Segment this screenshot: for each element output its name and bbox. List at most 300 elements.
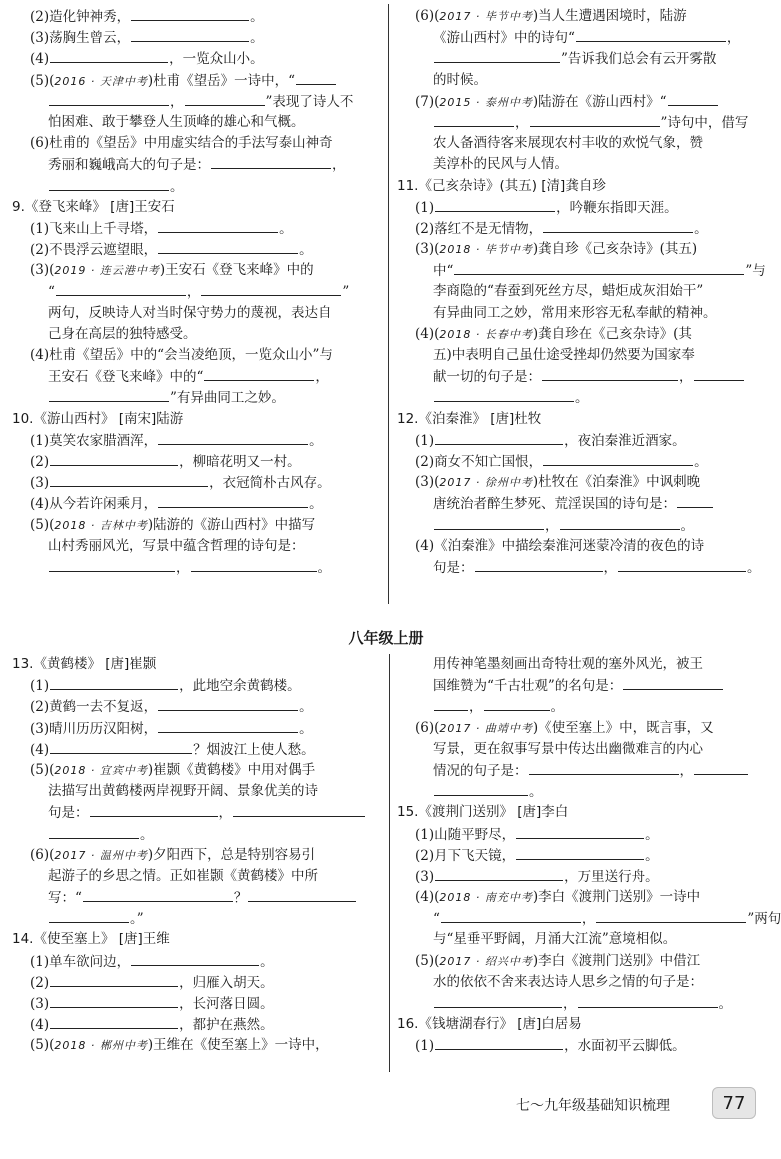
text-line bbox=[397, 929, 763, 950]
text-line bbox=[12, 908, 380, 929]
line-text: 。 bbox=[645, 826, 659, 843]
text-line bbox=[397, 366, 763, 387]
line-text: ， bbox=[726, 30, 741, 47]
text-line bbox=[12, 48, 380, 69]
text-line bbox=[397, 908, 781, 929]
answer-blank[interactable] bbox=[158, 718, 298, 733]
text-line bbox=[397, 993, 763, 1014]
line-text: 。 bbox=[279, 220, 293, 237]
line-text: (3)( bbox=[415, 474, 440, 491]
line-text: 两句，反映诗人对当时保守势力的蔑视，表达自 bbox=[48, 304, 332, 321]
text-line bbox=[12, 112, 380, 133]
line-text: (3)( bbox=[415, 241, 440, 258]
text-line bbox=[12, 281, 380, 302]
line-text: (2)落红不是无情物， bbox=[415, 220, 543, 237]
right-column-bottom bbox=[397, 654, 781, 1057]
text-line bbox=[397, 430, 763, 451]
line-text: (7)( bbox=[415, 93, 440, 110]
answer-blank[interactable] bbox=[454, 260, 744, 275]
line-text: ，水面初平云脚低。 bbox=[564, 1038, 686, 1055]
text-line bbox=[397, 654, 763, 675]
answer-blank[interactable] bbox=[191, 557, 317, 572]
text-line bbox=[12, 781, 380, 802]
text-line bbox=[397, 27, 763, 48]
right-column-top bbox=[397, 6, 766, 578]
line-text: )龚自珍在《己亥杂诗》(其 bbox=[532, 325, 692, 342]
line-text: (1)莫笑农家腊酒浑， bbox=[30, 432, 158, 449]
answer-blank[interactable] bbox=[56, 281, 186, 296]
text-line bbox=[12, 451, 380, 472]
line-text: (1) bbox=[30, 678, 50, 695]
line-text: (2)造化钟神秀， bbox=[30, 9, 131, 25]
question-heading bbox=[12, 929, 380, 950]
line-text: (2) bbox=[30, 453, 50, 470]
text-line bbox=[12, 515, 380, 536]
answer-blank[interactable] bbox=[158, 696, 298, 711]
answer-blank[interactable] bbox=[516, 824, 644, 839]
line-text: (4)( bbox=[415, 325, 440, 342]
line-text: 。 bbox=[260, 953, 274, 970]
line-text: (4) bbox=[30, 51, 50, 68]
text-line bbox=[12, 472, 380, 493]
line-text: (1) bbox=[415, 432, 435, 449]
line-text: ”有异曲同工之妙。 bbox=[170, 390, 285, 407]
line-text: (2)黄鹤一去不复返， bbox=[30, 699, 158, 716]
line-text: (4)( bbox=[415, 889, 440, 906]
line-text: )崔颢《黄鹤楼》中用对偶手 bbox=[147, 761, 316, 778]
line-text: 情况的句子是： bbox=[433, 762, 528, 779]
left-column-bottom bbox=[12, 654, 380, 1057]
answer-blank[interactable] bbox=[158, 218, 278, 233]
line-text: (5)( bbox=[30, 1037, 55, 1054]
line-text: (2)月下飞天镜， bbox=[415, 847, 516, 864]
text-line bbox=[12, 303, 380, 324]
text-line bbox=[12, 239, 380, 260]
answer-blank[interactable] bbox=[83, 887, 233, 902]
exam-source: 2016 · 天津中考 bbox=[54, 74, 148, 88]
answer-blank[interactable] bbox=[623, 675, 723, 690]
answer-blank[interactable] bbox=[158, 239, 298, 254]
line-text: ？ bbox=[233, 890, 248, 907]
text-line bbox=[397, 972, 763, 993]
line-text: (6)( bbox=[415, 719, 440, 736]
line-text: 。 bbox=[747, 559, 761, 576]
line-text: 。 bbox=[299, 699, 313, 716]
answer-blank[interactable] bbox=[435, 866, 563, 881]
line-text: ， bbox=[603, 559, 617, 576]
line-text: (6)杜甫的《望岳》中用虚实结合的手法写泰山神奇 bbox=[30, 135, 333, 152]
text-line bbox=[12, 387, 380, 408]
line-text: ， bbox=[563, 996, 577, 1012]
line-text: 唐统治者醉生梦死、荒淫误国的诗句是： bbox=[433, 496, 676, 513]
text-line bbox=[12, 324, 380, 345]
line-text: ， bbox=[545, 517, 559, 534]
answer-blank[interactable] bbox=[434, 993, 562, 1008]
text-line bbox=[12, 972, 380, 993]
line-text: 。 bbox=[575, 390, 589, 407]
line-text: 句是： bbox=[433, 559, 474, 576]
answer-blank[interactable] bbox=[50, 472, 208, 487]
answer-blank[interactable] bbox=[475, 557, 603, 572]
answer-blank[interactable] bbox=[131, 27, 249, 42]
line-text: (2)商女不知亡国恨， bbox=[415, 453, 543, 470]
line-text: 。 bbox=[694, 220, 708, 237]
text-line bbox=[397, 781, 763, 802]
line-text: 农人备酒待客来展现农村丰收的欢悦气象，赞 bbox=[433, 135, 703, 152]
line-text: ， bbox=[581, 911, 596, 928]
text-line bbox=[12, 345, 380, 366]
text-line bbox=[397, 133, 763, 154]
line-text: 。 bbox=[694, 453, 708, 470]
answer-blank[interactable] bbox=[484, 696, 550, 711]
text-line bbox=[397, 218, 763, 239]
answer-blank[interactable] bbox=[434, 696, 468, 711]
line-text: 起游子的乡思之情。正如崔颢《黄鹤楼》中所 bbox=[48, 867, 318, 884]
answer-blank[interactable] bbox=[158, 493, 308, 508]
line-text: ，夜泊秦淮近酒家。 bbox=[564, 432, 686, 449]
text-line bbox=[12, 557, 380, 578]
line-text: (1) bbox=[415, 199, 435, 216]
text-line bbox=[12, 824, 380, 845]
text-line bbox=[397, 1035, 763, 1056]
answer-blank[interactable] bbox=[131, 951, 259, 966]
line-text: (3) bbox=[30, 475, 50, 492]
line-text: (1)山随平野尽， bbox=[415, 826, 516, 843]
exam-source: 2017 · 毕节中考 bbox=[439, 10, 533, 23]
text-line bbox=[397, 197, 763, 218]
line-text: 。 bbox=[250, 30, 264, 47]
line-text: 12.《泊秦淮》 [唐]杜牧 bbox=[397, 410, 542, 427]
line-text: (3)晴川历历汉阳树， bbox=[30, 720, 158, 737]
answer-blank[interactable] bbox=[434, 781, 528, 796]
line-text: 中“ bbox=[433, 263, 454, 280]
answer-blank[interactable] bbox=[694, 366, 744, 381]
line-text: 。 bbox=[170, 178, 184, 195]
line-text: 用传神笔墨刻画出奇特壮观的塞外风光，被王 bbox=[433, 656, 703, 672]
line-text: )《使至塞上》中，既言事，又 bbox=[532, 719, 714, 736]
answer-blank[interactable] bbox=[530, 112, 660, 127]
text-line bbox=[397, 303, 763, 324]
answer-blank[interactable] bbox=[50, 972, 178, 987]
line-text: ”告诉我们总会有云开雾散 bbox=[561, 51, 717, 68]
line-text: ”表现了诗人不 bbox=[265, 93, 354, 110]
line-text: ，此地空余黄鹤楼。 bbox=[179, 678, 301, 695]
exam-source: 2018 · 吉林中考 bbox=[54, 518, 148, 532]
question-heading bbox=[397, 802, 763, 823]
answer-blank[interactable] bbox=[677, 493, 713, 508]
answer-blank[interactable] bbox=[50, 48, 168, 63]
exam-source: 2018 · 长春中考 bbox=[439, 327, 533, 341]
line-text: )王维在《使至塞上》一诗中， bbox=[147, 1037, 329, 1054]
line-text: ”两句 bbox=[747, 911, 781, 928]
line-text: 10.《游山西村》 [南宋]陆游 bbox=[12, 410, 184, 427]
text-line bbox=[397, 493, 763, 514]
line-text: ， bbox=[176, 559, 190, 576]
answer-blank[interactable] bbox=[435, 1035, 563, 1050]
text-line bbox=[397, 451, 763, 472]
answer-blank[interactable] bbox=[543, 218, 693, 233]
line-text: ，归雁入胡天。 bbox=[179, 974, 274, 991]
answer-blank[interactable] bbox=[542, 366, 678, 381]
answer-blank[interactable] bbox=[441, 908, 581, 923]
line-text: (4)《泊秦淮》中描绘秦淮河迷蒙冷清的夜色的诗 bbox=[415, 537, 705, 554]
text-line bbox=[12, 887, 380, 908]
text-line bbox=[397, 718, 763, 739]
line-text: (2)不畏浮云遮望眼， bbox=[30, 242, 158, 259]
line-text: 有异曲同工之妙，常用来形容无私奉献的精神。 bbox=[433, 304, 717, 321]
answer-blank[interactable] bbox=[596, 908, 746, 923]
line-text: (2) bbox=[30, 974, 50, 991]
line-text: ， bbox=[679, 369, 693, 386]
answer-blank[interactable] bbox=[49, 91, 169, 106]
line-text: ， bbox=[186, 284, 201, 301]
line-text: 的时候。 bbox=[433, 71, 487, 88]
answer-blank[interactable] bbox=[90, 802, 218, 817]
answer-blank[interactable] bbox=[529, 760, 679, 775]
exam-source: 2018 · 南充中考 bbox=[439, 891, 533, 905]
line-text: (5)( bbox=[30, 72, 55, 89]
line-text: 。 bbox=[645, 847, 659, 864]
answer-blank[interactable] bbox=[434, 515, 544, 530]
line-text: 。 bbox=[550, 699, 564, 716]
answer-blank[interactable] bbox=[49, 908, 129, 923]
text-line bbox=[397, 112, 763, 133]
line-text: )夕阳西下，总是特别容易引 bbox=[147, 846, 316, 863]
text-line bbox=[397, 866, 763, 887]
text-line bbox=[12, 154, 380, 175]
line-text: 秀丽和巍峨高大的句子是： bbox=[48, 157, 210, 174]
text-line bbox=[397, 515, 763, 536]
text-line bbox=[397, 154, 763, 175]
exam-source: 2015 · 泰州中考 bbox=[439, 95, 533, 109]
answer-blank[interactable] bbox=[560, 515, 680, 530]
question-heading bbox=[12, 409, 380, 430]
line-text: 山村秀丽风光，写景中蕴含哲理的诗句是： bbox=[48, 537, 305, 554]
text-line bbox=[397, 387, 763, 408]
answer-blank[interactable] bbox=[49, 176, 169, 191]
text-line bbox=[12, 27, 380, 48]
line-text: )陆游在《游山西村》“ bbox=[532, 93, 667, 110]
text-line bbox=[12, 951, 380, 972]
line-text: ，一览众山小。 bbox=[169, 51, 264, 68]
line-text: 16.《钱塘湖春行》 [唐]白居易 bbox=[397, 1016, 582, 1033]
line-text: (6)( bbox=[30, 846, 55, 863]
answer-blank[interactable] bbox=[434, 48, 560, 63]
line-text: (3)( bbox=[30, 262, 55, 279]
line-text: 。 bbox=[309, 496, 323, 513]
line-text: ？烟波江上使人愁。 bbox=[193, 741, 315, 758]
text-line bbox=[397, 760, 763, 781]
question-heading bbox=[12, 197, 380, 218]
text-line bbox=[12, 675, 380, 696]
column-divider-bottom bbox=[389, 654, 390, 1072]
line-text: 。 bbox=[529, 784, 543, 801]
line-text: 五)中表明自己虽仕途受挫却仍然要为国家奉 bbox=[433, 347, 695, 363]
text-line bbox=[397, 951, 763, 972]
left-column-top bbox=[12, 6, 380, 578]
line-text: 9.《登飞来峰》 [唐]王安石 bbox=[12, 198, 175, 215]
answer-blank[interactable] bbox=[233, 802, 365, 817]
line-text: )李白《渡荆门送别》中借江 bbox=[532, 952, 701, 969]
answer-blank[interactable] bbox=[694, 760, 748, 775]
line-text: ， bbox=[679, 762, 693, 779]
text-line bbox=[397, 739, 763, 760]
line-text: 13.《黄鹤楼》 [唐]崔颢 bbox=[12, 656, 157, 672]
text-line bbox=[12, 760, 380, 781]
answer-blank[interactable] bbox=[618, 557, 746, 572]
line-text: (1)单车欲问边， bbox=[30, 953, 131, 970]
line-text: 。 bbox=[299, 242, 313, 259]
text-line bbox=[12, 845, 380, 866]
answer-blank[interactable] bbox=[543, 451, 693, 466]
text-line bbox=[397, 536, 763, 557]
answer-blank[interactable] bbox=[50, 451, 178, 466]
line-text: (4) bbox=[30, 741, 50, 758]
answer-blank[interactable] bbox=[435, 197, 555, 212]
text-line bbox=[397, 6, 763, 27]
line-text: 写景，更在叙事写景中传达出幽微难言的内心 bbox=[433, 740, 703, 757]
line-text: 。 bbox=[718, 996, 732, 1012]
text-line bbox=[12, 1035, 380, 1056]
page-number: 77 bbox=[712, 1087, 756, 1119]
text-line bbox=[12, 536, 380, 557]
line-text: (5)( bbox=[30, 516, 55, 533]
line-text: 与“星垂平野阔，月涌大江流”意境相似。 bbox=[433, 931, 677, 948]
line-text: ”诗句中，借写 bbox=[660, 114, 749, 131]
text-line bbox=[12, 218, 380, 239]
text-line bbox=[12, 366, 380, 387]
line-text: (6)( bbox=[415, 8, 440, 24]
answer-blank[interactable] bbox=[131, 6, 249, 21]
text-line bbox=[397, 887, 763, 908]
answer-blank[interactable] bbox=[434, 112, 514, 127]
text-line bbox=[12, 430, 380, 451]
line-text: 国维赞为“千古壮观”的名句是： bbox=[433, 678, 623, 695]
line-text: ， bbox=[170, 93, 184, 110]
line-text: 写：“ bbox=[48, 890, 82, 907]
text-line bbox=[397, 472, 763, 493]
answer-blank[interactable] bbox=[50, 993, 178, 1008]
line-text: “ bbox=[48, 284, 55, 301]
line-text: (3) bbox=[30, 996, 50, 1012]
line-text: 句是： bbox=[48, 805, 89, 822]
line-text: )杜牧在《泊秦淮》中讽刺晚 bbox=[532, 474, 701, 491]
answer-blank[interactable] bbox=[201, 281, 341, 296]
answer-blank[interactable] bbox=[248, 887, 356, 902]
line-text: 己身在高层的独特感受。 bbox=[48, 325, 197, 342]
line-text: 美淳朴的民风与人情。 bbox=[433, 156, 568, 173]
line-text: 法描写出黄鹤楼两岸视野开阔、景象优美的诗 bbox=[48, 783, 318, 800]
line-text: 11.《己亥杂诗》(其五) [清]龚自珍 bbox=[397, 177, 606, 194]
text-line bbox=[397, 324, 763, 345]
text-line bbox=[12, 866, 380, 887]
line-text: 15.《渡荆门送别》 [唐]李白 bbox=[397, 804, 569, 821]
answer-blank[interactable] bbox=[158, 430, 308, 445]
answer-blank[interactable] bbox=[50, 739, 192, 754]
text-line bbox=[12, 696, 380, 717]
answer-blank[interactable] bbox=[578, 993, 718, 1008]
section-title: 八年级上册 bbox=[348, 629, 424, 647]
answer-blank[interactable] bbox=[50, 1014, 178, 1029]
line-text: ， bbox=[469, 699, 483, 716]
text-line bbox=[397, 281, 763, 302]
line-text: )龚自珍《己亥杂诗》(其五) bbox=[532, 241, 698, 258]
line-text: )陆游的《游山西村》中描写 bbox=[147, 516, 316, 533]
line-text: )当人生遭遇困境时，陆游 bbox=[532, 8, 687, 24]
text-line bbox=[12, 493, 380, 514]
line-text: 。 bbox=[250, 9, 264, 25]
line-text: ，都护在燕然。 bbox=[179, 1017, 274, 1034]
answer-blank[interactable] bbox=[211, 154, 331, 169]
answer-blank[interactable] bbox=[668, 91, 718, 106]
line-text: (3) bbox=[415, 868, 435, 885]
line-text: (5)( bbox=[30, 761, 55, 778]
line-text: ，吟鞭东指即天涯。 bbox=[556, 199, 678, 216]
line-text: ” bbox=[342, 284, 350, 301]
text-line bbox=[397, 824, 763, 845]
answer-blank[interactable] bbox=[516, 845, 644, 860]
exam-source: 2018 · 宜宾中考 bbox=[54, 763, 148, 777]
answer-blank[interactable] bbox=[296, 70, 336, 85]
exam-source: 2017 · 绍兴中考 bbox=[439, 954, 533, 968]
answer-blank[interactable] bbox=[435, 430, 563, 445]
text-line bbox=[12, 91, 380, 112]
line-text: 。 bbox=[317, 559, 331, 576]
answer-blank[interactable] bbox=[204, 366, 314, 381]
text-line bbox=[397, 260, 766, 281]
answer-blank[interactable] bbox=[50, 675, 178, 690]
text-line bbox=[397, 48, 763, 69]
line-text: 《游山西村》中的诗句“ bbox=[433, 30, 575, 47]
answer-blank[interactable] bbox=[434, 387, 574, 402]
line-text: ， bbox=[315, 369, 329, 386]
line-text: “ bbox=[433, 911, 440, 928]
line-text: (4)杜甫《望岳》中的“会当凌绝顶，一览众山小”与 bbox=[30, 347, 333, 363]
exam-source: 2019 · 连云港中考 bbox=[54, 264, 160, 278]
question-heading bbox=[397, 1014, 763, 1035]
text-line bbox=[12, 739, 380, 760]
text-line bbox=[397, 345, 763, 366]
text-line bbox=[12, 993, 380, 1014]
question-heading bbox=[397, 409, 763, 430]
line-text: )李白《渡荆门送别》一诗中 bbox=[532, 889, 701, 906]
text-line bbox=[12, 802, 380, 823]
text-line bbox=[397, 557, 763, 578]
answer-blank[interactable] bbox=[576, 27, 726, 42]
text-line bbox=[12, 176, 380, 197]
exam-source: 2017 · 温州中考 bbox=[54, 848, 148, 862]
line-text: ，柳暗花明又一村。 bbox=[179, 453, 301, 470]
text-line bbox=[12, 718, 380, 739]
line-text: )杜甫《望岳》一诗中，“ bbox=[147, 72, 296, 89]
answer-blank[interactable] bbox=[49, 387, 169, 402]
line-text: 。 bbox=[140, 826, 154, 843]
exam-source: 2017 · 曲靖中考 bbox=[439, 721, 533, 735]
text-line bbox=[12, 1014, 380, 1035]
answer-blank[interactable] bbox=[49, 557, 175, 572]
text-line bbox=[12, 70, 380, 91]
line-text: ， bbox=[218, 805, 232, 822]
line-text: (4)从今若许闲乘月， bbox=[30, 496, 158, 513]
line-text: (3)荡胸生曾云， bbox=[30, 30, 131, 47]
text-line bbox=[397, 70, 763, 91]
column-divider-top bbox=[388, 4, 389, 604]
question-heading bbox=[397, 176, 763, 197]
answer-blank[interactable] bbox=[49, 824, 139, 839]
line-text: (4) bbox=[30, 1017, 50, 1034]
text-line bbox=[12, 6, 380, 27]
answer-blank[interactable] bbox=[185, 91, 265, 106]
